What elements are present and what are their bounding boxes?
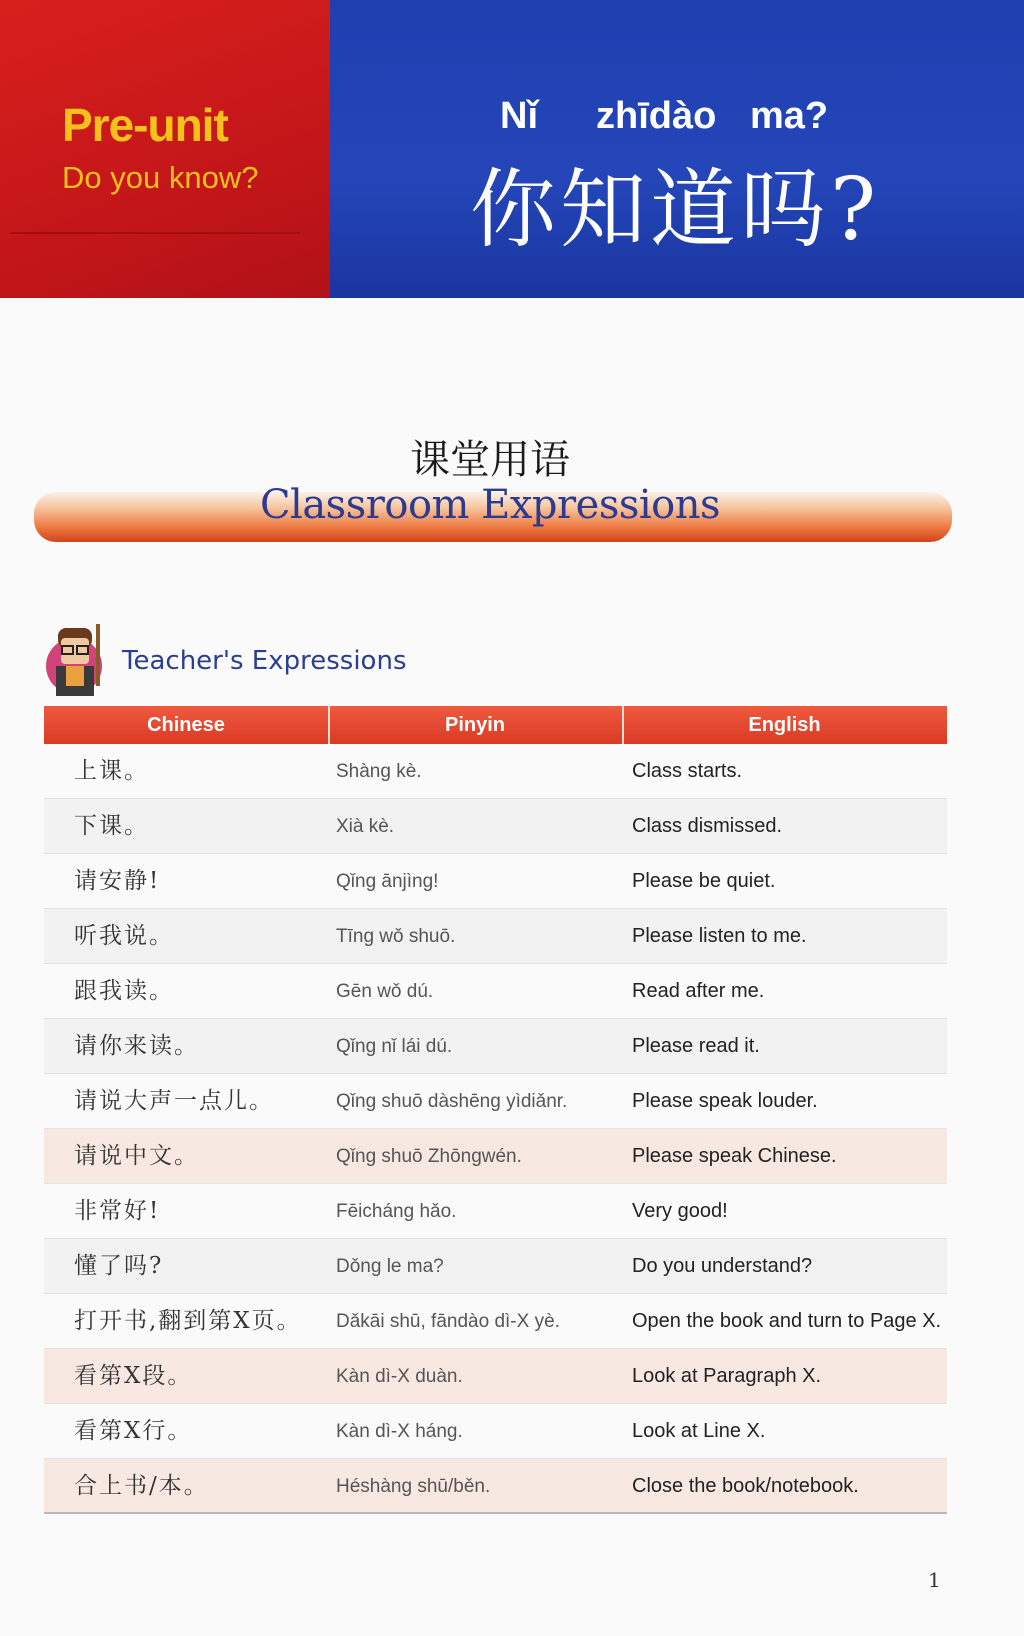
cell-chinese: 合上书/本。	[74, 1473, 209, 1499]
cell-english: Class starts.	[632, 760, 743, 782]
cell-english: Read after me.	[632, 980, 765, 1002]
cell-chinese: 上课。	[74, 758, 149, 784]
cell-chinese: 看第X段。	[74, 1363, 193, 1389]
cell-english: Please speak Chinese.	[632, 1145, 837, 1167]
header-red-panel	[0, 0, 330, 298]
cell-pinyin: Kàn dì-X duàn.	[336, 1366, 463, 1387]
page-number: 1	[928, 1568, 941, 1592]
table-row	[44, 744, 947, 799]
cell-pinyin: Gēn wǒ dú.	[336, 981, 434, 1002]
table-row	[44, 909, 947, 964]
table-row	[44, 1184, 947, 1239]
cell-pinyin: Qǐng nǐ lái dú.	[336, 1036, 453, 1057]
cell-english: Please speak louder.	[632, 1090, 818, 1112]
cell-chinese: 跟我读。	[74, 978, 174, 1004]
cell-pinyin: Fēicháng hǎo.	[336, 1201, 457, 1222]
table-row	[44, 1404, 947, 1459]
cell-english: Please listen to me.	[632, 925, 807, 947]
title-pinyin	[500, 95, 840, 145]
pinyin-word: ma?	[750, 95, 829, 137]
cell-english: Class dismissed.	[632, 815, 783, 837]
pinyin-word: Nǐ	[500, 95, 538, 137]
table-row	[44, 1459, 947, 1514]
table-row	[44, 1239, 947, 1294]
table-row	[44, 1349, 947, 1404]
cell-chinese: 请你来读。	[74, 1033, 199, 1059]
cell-english: Do you understand?	[632, 1255, 813, 1277]
cell-pinyin: Héshàng shū/běn.	[336, 1476, 491, 1497]
column-header-english: English	[748, 714, 821, 736]
cell-pinyin: Shàng kè.	[336, 761, 422, 782]
cell-pinyin: Qǐng shuō Zhōngwén.	[336, 1146, 522, 1167]
table-row	[44, 854, 947, 909]
cell-chinese: 打开书,翻到第X页。	[74, 1308, 302, 1334]
cell-pinyin: Tīng wǒ shuō.	[336, 926, 456, 947]
column-header-chinese: Chinese	[147, 714, 225, 736]
section-title-english: Classroom Expressions	[259, 482, 721, 528]
teacher-avatar-icon	[44, 622, 110, 702]
unit-title: Pre-unit	[62, 99, 228, 151]
cell-chinese: 请说中文。	[74, 1143, 199, 1169]
section-title-chinese: 课堂用语	[410, 437, 570, 483]
cell-english: Very good!	[632, 1200, 728, 1222]
unit-divider	[10, 232, 300, 234]
cell-pinyin: Qǐng ānjìng!	[336, 871, 439, 892]
expressions-table	[44, 706, 947, 1514]
cell-english: Close the book/notebook.	[632, 1475, 859, 1497]
cell-pinyin: Xià kè.	[336, 816, 395, 837]
pinyin-word: zhīdào	[596, 95, 717, 137]
unit-subtitle: Do you know?	[62, 160, 259, 195]
table-row	[44, 1129, 947, 1184]
table-row	[44, 1019, 947, 1074]
cell-pinyin: Dǎkāi shū, fāndào dì-X yè.	[336, 1311, 560, 1332]
cell-pinyin: Kàn dì-X háng.	[336, 1421, 463, 1442]
table-row	[44, 1074, 947, 1129]
table-row	[44, 964, 947, 1019]
cell-chinese: 请说大声一点儿。	[74, 1088, 274, 1114]
cell-chinese: 看第X行。	[74, 1418, 193, 1444]
cell-chinese: 听我说。	[74, 923, 174, 949]
teacher-expressions-title: Teacher's Expressions	[122, 646, 407, 676]
cell-pinyin: Dǒng le ma?	[336, 1256, 444, 1277]
column-header-pinyin: Pinyin	[444, 714, 505, 736]
table-row	[44, 799, 947, 854]
cell-english: Open the book and turn to Page X.	[632, 1310, 942, 1332]
cell-english: Please read it.	[632, 1035, 760, 1057]
header-banner	[0, 0, 1024, 298]
table-row	[44, 1294, 947, 1349]
chinese-title: 你知道吗?	[470, 160, 881, 260]
cell-chinese: 请安静!	[74, 868, 161, 894]
cell-chinese: 懂了吗?	[74, 1253, 164, 1279]
cell-chinese: 下课。	[74, 813, 149, 839]
cell-english: Look at Line X.	[632, 1420, 766, 1442]
cell-chinese: 非常好!	[74, 1198, 161, 1224]
cell-pinyin: Qǐng shuō dàshēng yìdiǎnr.	[336, 1091, 568, 1112]
cell-english: Look at Paragraph X.	[632, 1365, 822, 1387]
cell-english: Please be quiet.	[632, 870, 776, 892]
table-header	[44, 706, 947, 744]
